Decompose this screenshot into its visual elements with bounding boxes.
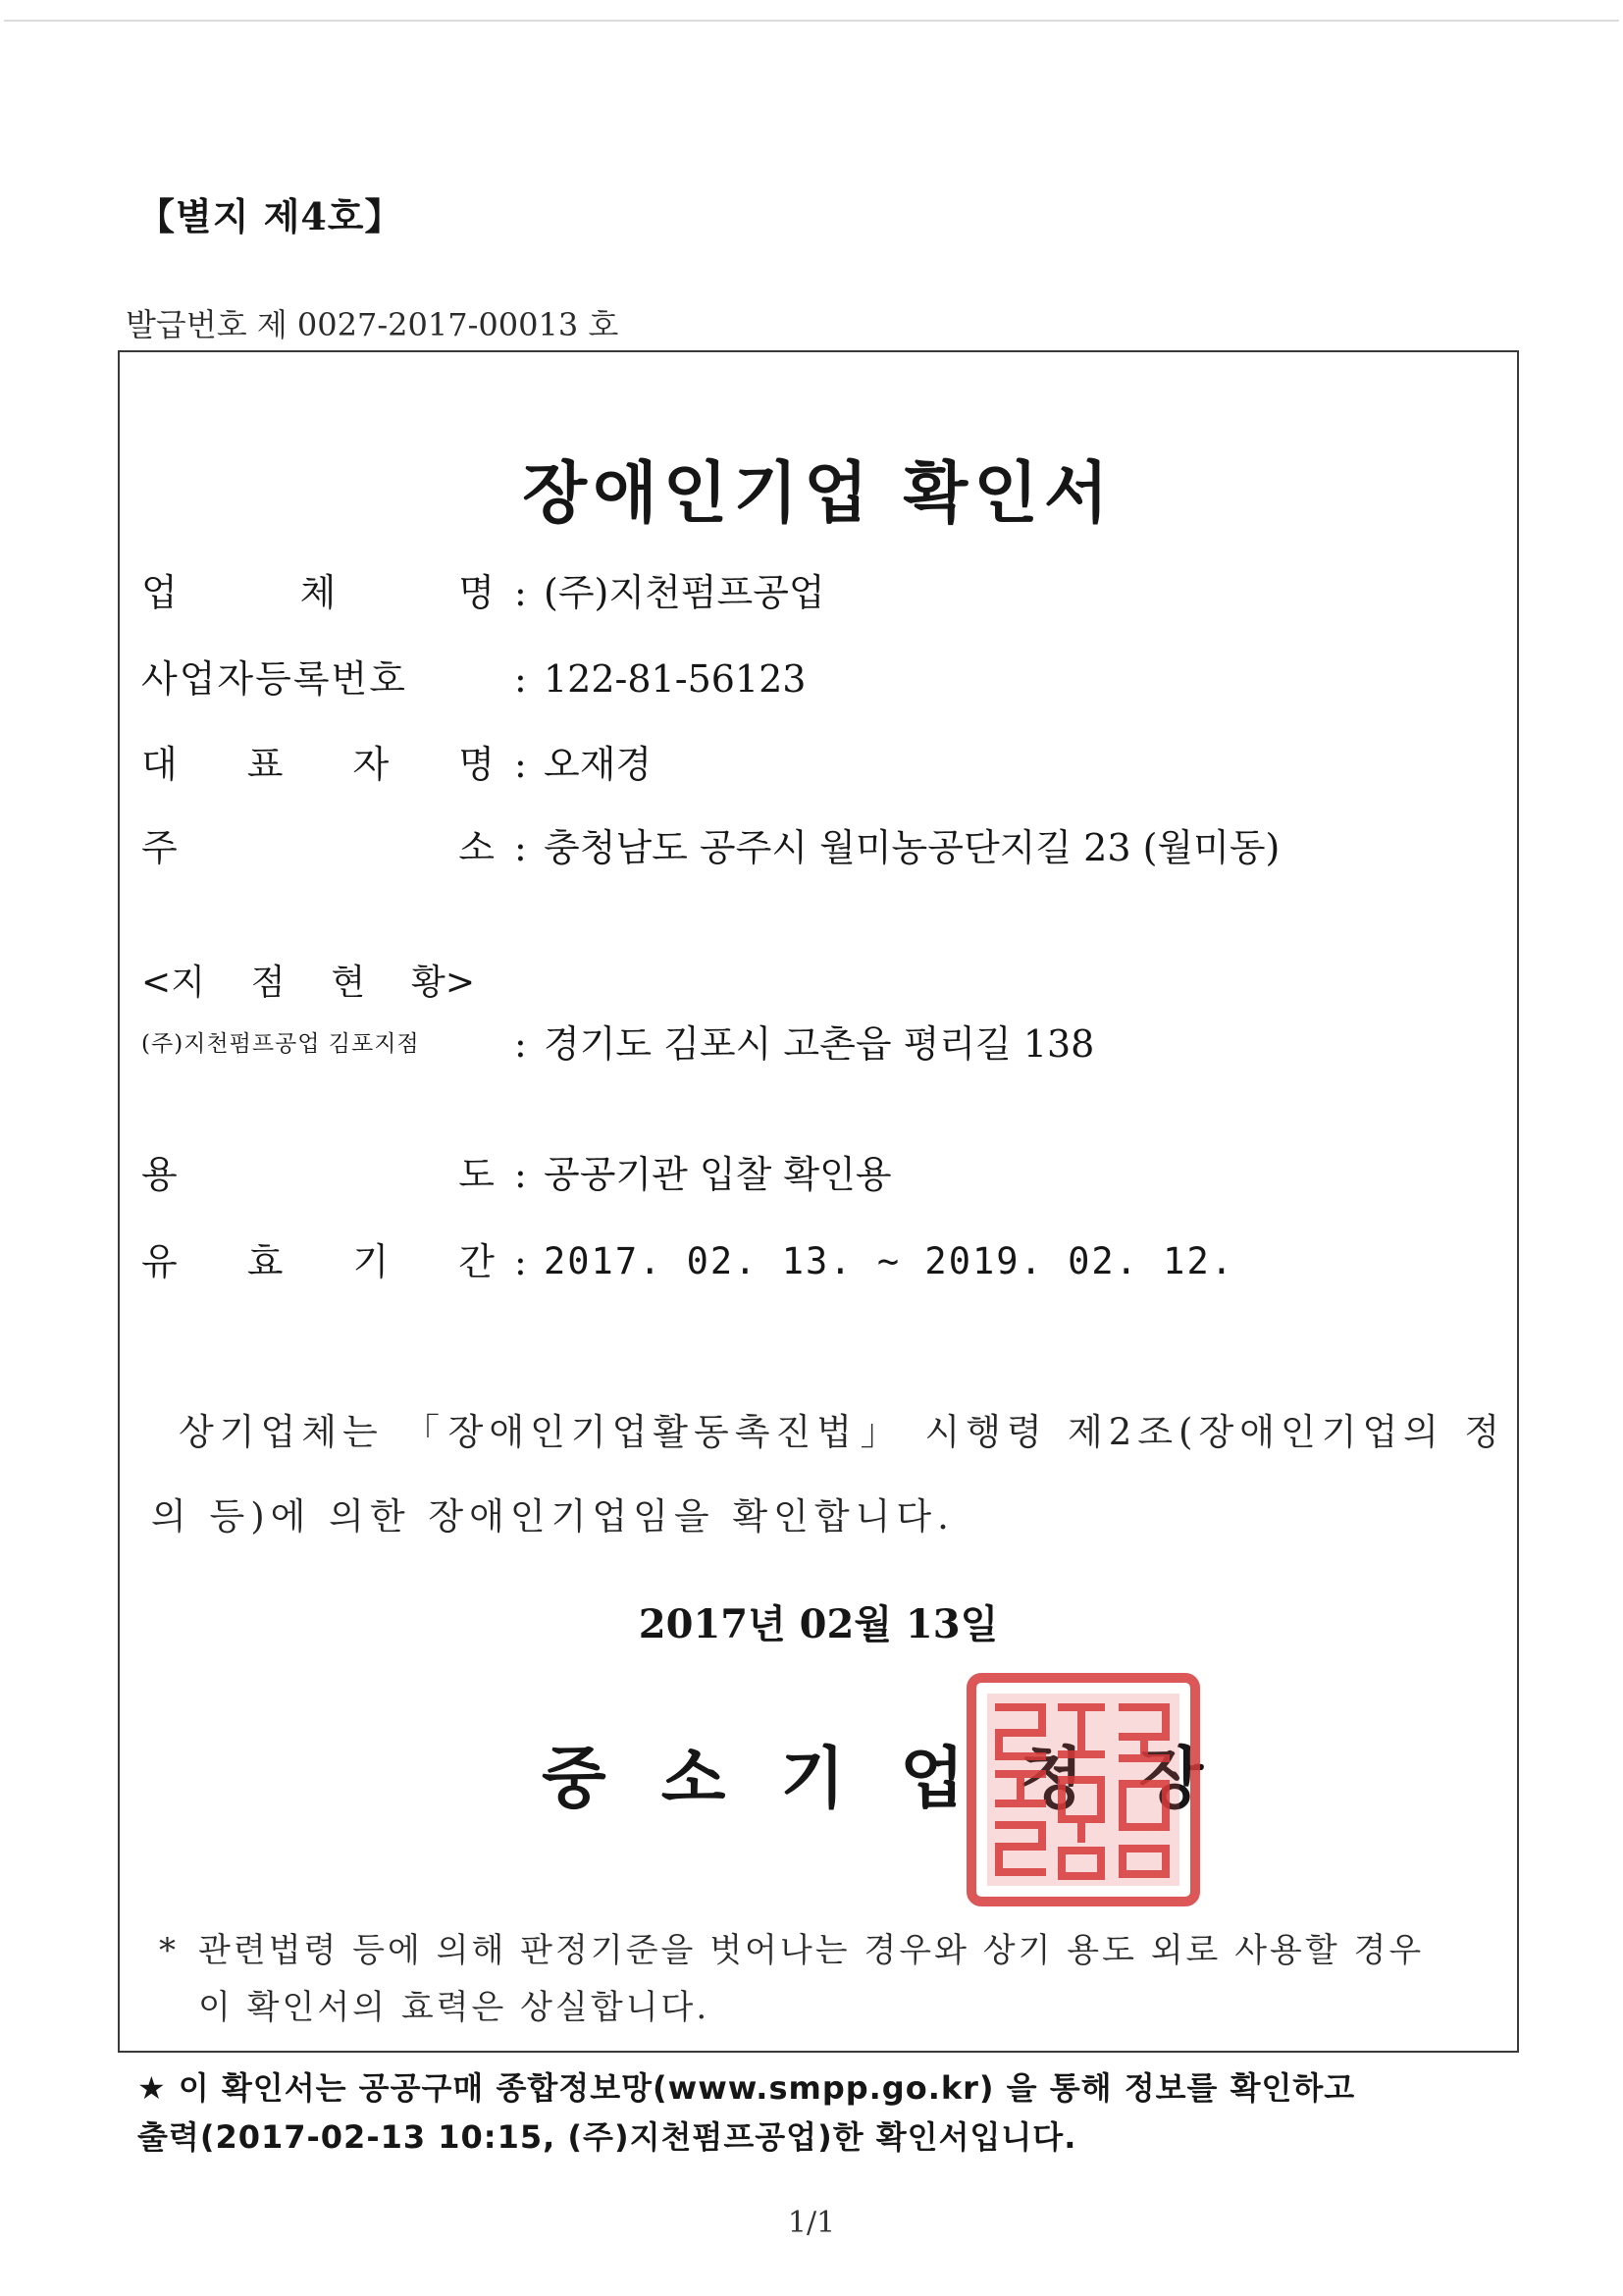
footnote-line-2: 이 확인서의 효력은 상실합니다. bbox=[198, 1988, 710, 2027]
representative-label: 대 표 자 명 bbox=[141, 743, 495, 786]
issue-date: 2017년 02월 13일 bbox=[638, 1601, 999, 1647]
branch-colon: : bbox=[514, 1022, 527, 1066]
representative-colon: : bbox=[514, 743, 527, 786]
row-address bbox=[141, 823, 1495, 872]
branch-address-value: 경기도 김포시 고촌읍 평리길 138 bbox=[544, 1022, 1095, 1066]
row-purpose bbox=[141, 1150, 1495, 1199]
print-notice-line-2: 출력(2017-02-13 10:15, (주)지천펌프공업)한 확인서입니다. bbox=[137, 2118, 1077, 2156]
footnote-marker: * bbox=[159, 1931, 179, 1970]
footnote bbox=[159, 1922, 1503, 2036]
business-number-colon: : bbox=[514, 657, 527, 701]
address-value: 충청남도 공주시 월미농공단지길 23 (월미동) bbox=[544, 826, 1281, 869]
page-number: 1/1 bbox=[787, 2206, 836, 2240]
row-company-name bbox=[141, 568, 1495, 617]
business-number-label: 사업자등록번호 bbox=[141, 657, 407, 701]
issue-number: 발급번호 제 0027-2017-00013 호 bbox=[126, 306, 619, 343]
business-number-value: 122-81-56123 bbox=[544, 657, 807, 701]
company-name-colon: : bbox=[514, 571, 527, 614]
print-notice bbox=[137, 2063, 1511, 2162]
company-name-label: 업 체 명 bbox=[141, 571, 495, 614]
row-representative bbox=[141, 740, 1495, 789]
validity-label: 유 효 기 간 bbox=[141, 1240, 495, 1283]
footnote-line-1: 관련법령 등에 의해 판정기준을 벗어나는 경우와 상기 용도 외로 사용할 경우 bbox=[198, 1931, 1425, 1970]
print-notice-line-1: ★ 이 확인서는 공공구매 종합정보망(www.smpp.go.kr) 을 통해 정보를 확인하고 bbox=[137, 2069, 1356, 2107]
branch-name-label: (주)지천펌프공업 김포지점 bbox=[141, 1031, 420, 1057]
validity-colon: : bbox=[514, 1240, 527, 1283]
address-colon: : bbox=[514, 826, 527, 869]
confirmation-statement: 상기업체는 「장애인기업활동촉진법」 시행령 제2조(장애인기업의 정의 등)에 의한 장애인기업임을 확인합니다. bbox=[151, 1411, 1505, 1538]
issuing-authority: 중소기업청장 bbox=[542, 1740, 1259, 1818]
scan-top-rule bbox=[4, 20, 1619, 22]
purpose-label: 용 도 bbox=[141, 1153, 495, 1196]
row-business-number bbox=[141, 654, 1495, 704]
row-validity bbox=[141, 1237, 1495, 1286]
form-number: 【별지 제4호】 bbox=[137, 194, 403, 238]
address-label: 주 소 bbox=[141, 826, 495, 869]
certificate-frame bbox=[118, 350, 1519, 2053]
purpose-colon: : bbox=[514, 1153, 527, 1196]
row-branch bbox=[141, 1019, 1495, 1069]
validity-value: 2017. 02. 13. ~ 2019. 02. 12. bbox=[544, 1240, 1235, 1282]
official-seal-icon bbox=[966, 1672, 1201, 1907]
company-name-value: (주)지천펌프공업 bbox=[544, 571, 825, 614]
purpose-value: 공공기관 입찰 확인용 bbox=[544, 1153, 892, 1196]
certificate-title: 장애인기업 확인서 bbox=[522, 454, 1115, 533]
branch-status-heading: <지 점 현 황> bbox=[141, 963, 475, 1003]
representative-value: 오재경 bbox=[544, 743, 653, 786]
